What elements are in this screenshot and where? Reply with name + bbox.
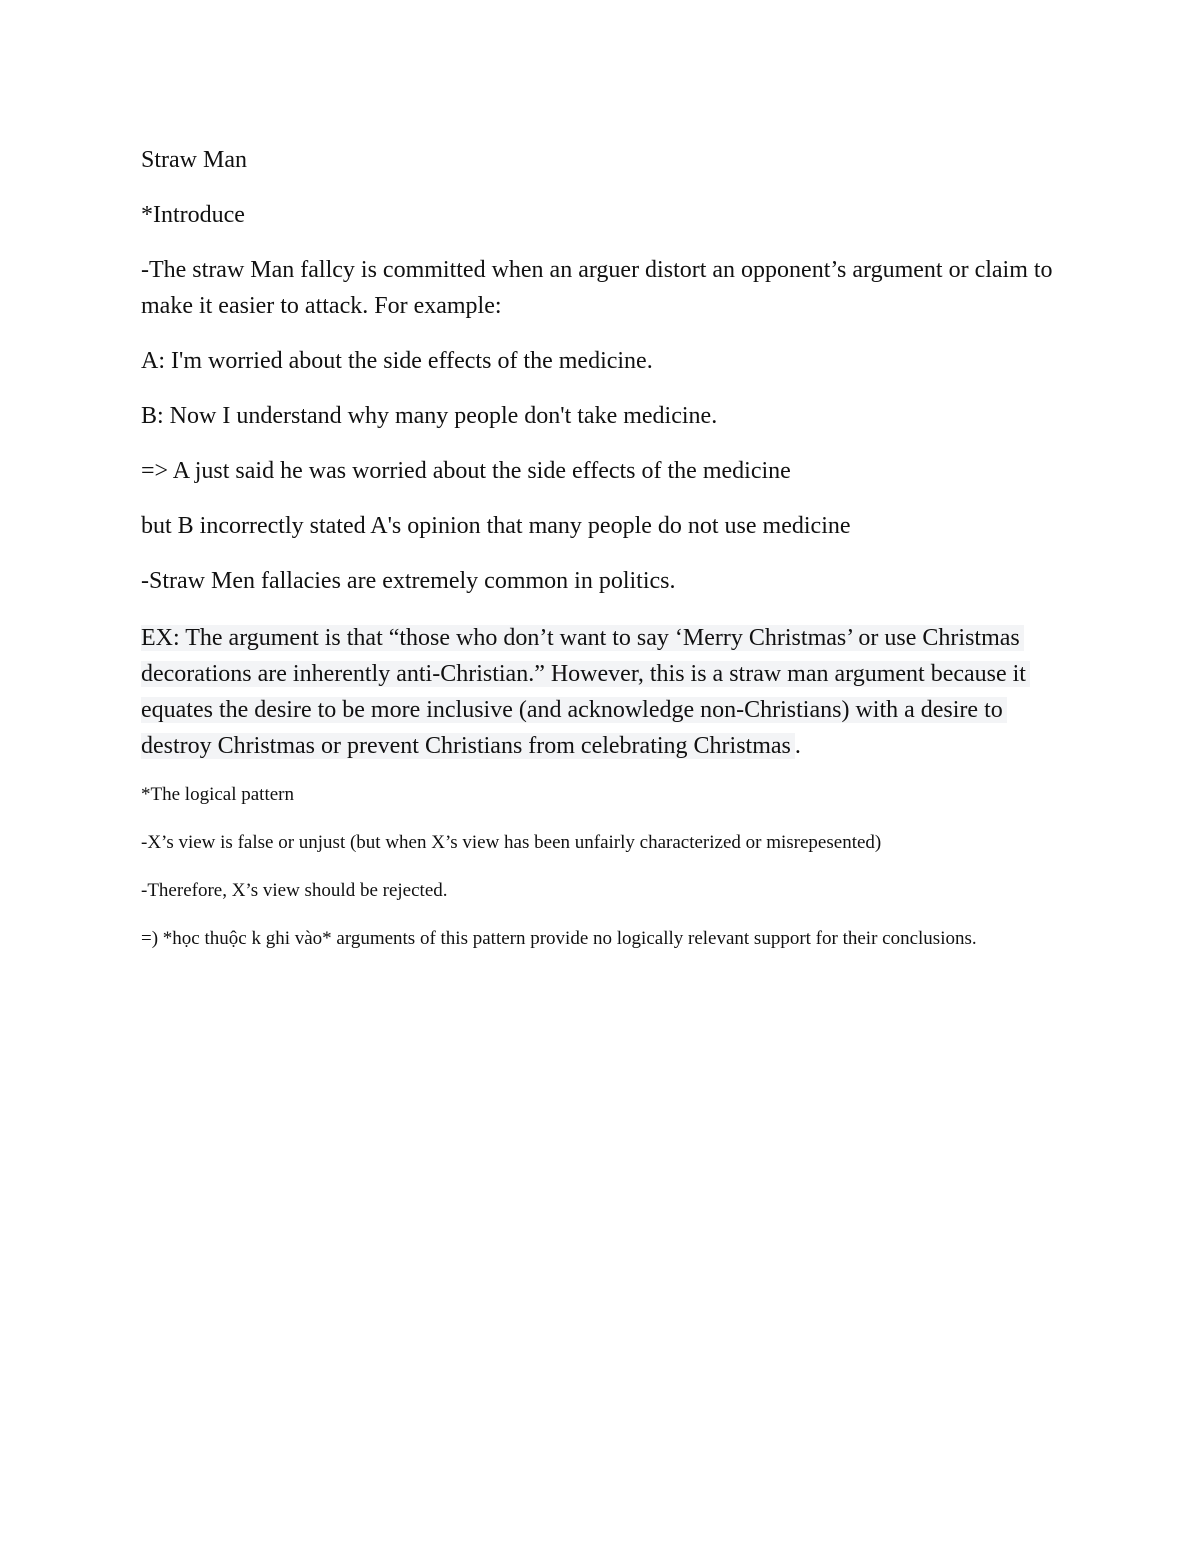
pattern-premise: -X’s view is false or unjust (but when X’s view has been unfairly characterized or misrepesented) bbox=[141, 832, 882, 853]
example-line-b: B: Now I understand why many people don't take medicine. bbox=[141, 403, 718, 429]
document-body bbox=[141, 142, 1066, 973]
ex-paragraph-highlighted-text: EX: The argument is that “those who don’t want to say ‘Merry Christmas’ or use Christmas decorations are inherently anti-Christian.” However, this is a straw man argument because it equates the desire to be more inclusive (and acknowledge non-Christians) with a desire to destroy Christmas or prevent Christians from celebrating Christmas bbox=[141, 625, 1030, 759]
conclusion-line-1: => A just said he was worried about the side effects of the medicine bbox=[141, 458, 791, 484]
introduce-heading: *Introduce bbox=[141, 202, 245, 228]
definition-paragraph: -The straw Man fallcy is committed when an arguer distort an opponent’s argument or claim to make it easier to attack. For example: bbox=[141, 257, 1053, 319]
pattern-heading: *The logical pattern bbox=[141, 784, 294, 805]
document-title: Straw Man bbox=[141, 147, 247, 173]
example-line-a: A: I'm worried about the side effects of the medicine. bbox=[141, 348, 653, 374]
pattern-note: =) *học thuộc k ghi vào* arguments of this pattern provide no logically relevant support for their conclusions. bbox=[141, 928, 977, 949]
politics-note: -Straw Men fallacies are extremely common in politics. bbox=[141, 568, 676, 594]
ex-paragraph-period: . bbox=[794, 733, 801, 759]
pattern-therefore: -Therefore, X’s view should be rejected. bbox=[141, 880, 448, 901]
ex-paragraph bbox=[141, 620, 1066, 764]
conclusion-line-2: but B incorrectly stated A's opinion that many people do not use medicine bbox=[141, 513, 851, 539]
